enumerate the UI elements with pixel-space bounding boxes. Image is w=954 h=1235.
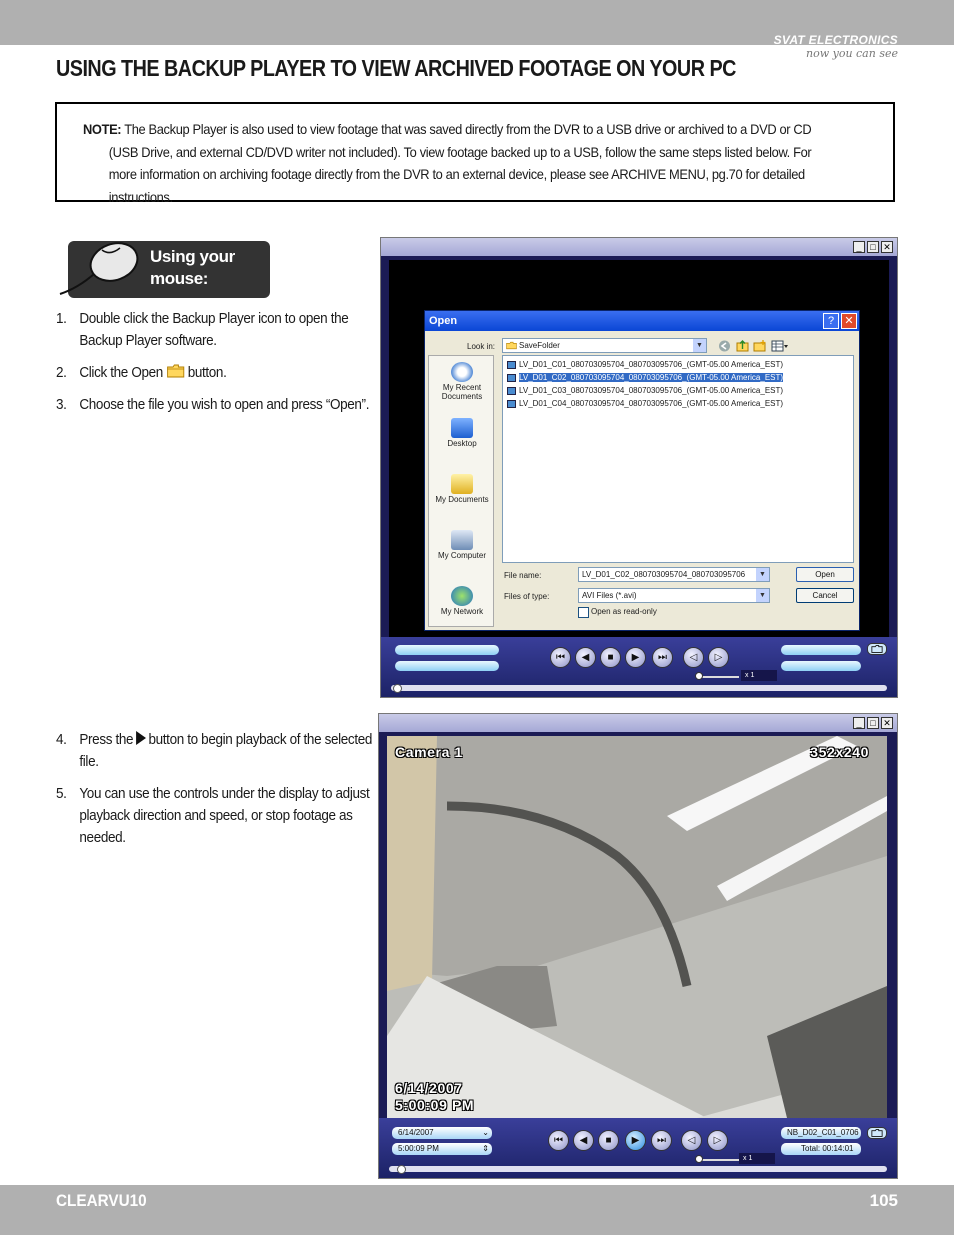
player-title-bar [381, 238, 897, 256]
step-5 [56, 783, 376, 849]
time-field-value: 5:00:09 PM [398, 1144, 439, 1153]
step-number: 1. [56, 310, 67, 327]
badge-text [150, 246, 235, 290]
place-my-network[interactable] [429, 586, 495, 616]
status-bar-left-bottom [395, 661, 499, 671]
seek-handle[interactable] [393, 684, 402, 693]
folder-icon [871, 645, 883, 653]
step-number: 3. [56, 396, 67, 413]
look-in-label: Look in: [467, 342, 496, 351]
mouse-icon [58, 236, 148, 300]
place-desktop[interactable] [429, 418, 495, 448]
speed-slider[interactable] [699, 676, 739, 678]
open-file-button[interactable] [867, 1127, 887, 1139]
place-my-computer[interactable] [429, 530, 495, 560]
cancel-button[interactable]: Cancel [796, 588, 854, 603]
slow-back-button[interactable]: ◁ [683, 647, 704, 668]
step-text-pre: Press the [79, 731, 134, 748]
camera-label-overlay: Camera 1 [395, 744, 463, 760]
speed-display: x 1 [739, 1153, 775, 1164]
step-number: 2. [56, 364, 67, 381]
stepper-icon: ⇕ [482, 1144, 489, 1153]
look-in-select[interactable] [502, 338, 707, 353]
total-time-display: Total: 00:14:01 [781, 1143, 861, 1155]
close-icon[interactable]: ✕ [881, 241, 893, 253]
status-bar-right-top [781, 645, 861, 655]
status-bar-right-bottom [781, 661, 861, 671]
rewind-button[interactable]: ◀ [573, 1130, 594, 1151]
open-file-button[interactable] [867, 643, 887, 655]
status-bar-left-top [395, 645, 499, 655]
skip-back-button[interactable]: ⏮ [548, 1130, 569, 1151]
stop-button[interactable]: ■ [598, 1130, 619, 1151]
seek-bar[interactable] [389, 1166, 887, 1172]
file-name: LV_D01_C02_080703095704_080703095706_(GMT-05.00 America_EST) [519, 373, 784, 382]
speed-slider-handle[interactable] [695, 672, 703, 680]
file-item[interactable] [506, 386, 783, 396]
file-name-field[interactable] [578, 567, 770, 582]
places-bar [428, 355, 494, 627]
file-name-value: LV_D01_C02_080703095704_080703095706 [582, 570, 746, 579]
place-recent-documents[interactable] [429, 362, 495, 401]
step-text-post: button to begin playback of the selected file. [79, 731, 373, 770]
place-label: Desktop [447, 439, 477, 448]
open-button[interactable]: Open [796, 567, 854, 582]
step-text: You can use the controls under the display to adjust playback direction and speed, or stop footage as needed. [79, 785, 370, 846]
page-title: USING THE BACKUP PLAYER TO VIEW ARCHIVED FOOTAGE ON YOUR PC [56, 55, 736, 81]
files-of-type-label: Files of type: [504, 592, 550, 601]
dialog-title: Open [425, 311, 859, 331]
new-folder-icon[interactable] [753, 340, 766, 352]
recent-documents-icon [451, 362, 473, 382]
date-field[interactable] [392, 1127, 492, 1139]
folder-icon [506, 341, 517, 350]
rewind-button[interactable]: ◀ [575, 647, 596, 668]
window-controls [853, 241, 893, 253]
my-network-icon [451, 586, 473, 606]
badge-line-2: mouse: [150, 269, 209, 288]
open-dialog [424, 310, 860, 631]
time-field[interactable] [392, 1143, 492, 1155]
desktop-icon [451, 418, 473, 438]
step-text: Choose the file you wish to open and press “Open”. [79, 396, 370, 413]
skip-forward-button[interactable]: ⏭ [651, 1130, 672, 1151]
up-folder-icon[interactable] [736, 340, 749, 352]
folder-icon [166, 364, 184, 378]
using-mouse-badge [58, 236, 270, 300]
files-of-type-value: AVI Files (*.avi) [582, 591, 637, 600]
note-text: The Backup Player is also used to view footage that was saved directly from the DVR to a USB drive or archived to a DVD or CD (USB Drive, and external CD/DVD writer not included). To view footage backed up to a USB, follow the same steps listed below. For more information on archiving footage directly from the DVR to an external device, please see ARCHIVE MENU, pg.70 for detailed instructions. [108, 121, 812, 205]
brand-name: SVAT ELECTRONICS [773, 33, 898, 47]
step-2 [56, 362, 376, 384]
minimize-icon[interactable]: _ [853, 717, 865, 729]
dialog-close-button[interactable]: ✕ [841, 313, 857, 329]
steps-list-open [56, 308, 412, 426]
help-button[interactable]: ? [823, 313, 839, 329]
slow-forward-button[interactable]: ▷ [707, 1130, 728, 1151]
brand-tagline: now you can see [805, 47, 898, 60]
chevron-down-icon: ▼ [756, 568, 769, 581]
footer-bar [0, 1185, 954, 1235]
step-3 [56, 394, 376, 416]
seek-bar[interactable] [391, 685, 887, 691]
play-button[interactable]: ▶ [625, 647, 646, 668]
step-4 [56, 729, 376, 773]
step-text-pre: Click the Open [79, 364, 163, 381]
page-number: 105 [869, 1191, 898, 1210]
file-name: LV_D01_C01_080703095704_080703095706_(GMT-05.00 America_EST) [519, 360, 784, 369]
maximize-icon[interactable]: □ [867, 241, 879, 253]
speed-slider-handle[interactable] [695, 1155, 703, 1163]
place-label: My Network [440, 607, 484, 616]
place-label: My Documents [435, 495, 489, 504]
file-name-display: NB_D02_C01_0706 [781, 1127, 861, 1139]
date-field-value: 6/14/2007 [398, 1128, 434, 1137]
step-text-post: button. [187, 364, 227, 381]
file-item-selected[interactable] [506, 373, 783, 383]
seek-handle[interactable] [397, 1165, 406, 1174]
badge-line-1: Using your [150, 247, 235, 266]
place-my-documents[interactable] [429, 474, 495, 504]
back-icon[interactable] [718, 340, 731, 352]
view-menu-icon[interactable] [771, 340, 789, 352]
player-control-bar [379, 1118, 897, 1178]
skip-forward-button[interactable]: ⏭ [652, 647, 673, 668]
file-name-label: File name: [504, 571, 542, 580]
readonly-label: Open as read-only [591, 607, 657, 616]
chevron-down-icon: ⌄ [482, 1128, 489, 1137]
backup-player-playback-screenshot [378, 713, 898, 1179]
speed-slider[interactable] [699, 1159, 739, 1161]
file-name: LV_D01_C04_080703095704_080703095706_(GMT-05.00 America_EST) [519, 399, 784, 408]
backup-player-open-screenshot [380, 237, 898, 698]
step-number: 4. [56, 731, 67, 748]
note-box [55, 102, 895, 205]
time-overlay: 5:00:09 PM [395, 1097, 475, 1113]
readonly-checkbox[interactable] [578, 607, 589, 618]
maximize-icon[interactable]: □ [867, 717, 879, 729]
chevron-down-icon: ▼ [756, 589, 769, 602]
resolution-overlay: 352x240 [810, 744, 869, 760]
steps-list-play [56, 729, 412, 859]
stop-button[interactable]: ■ [600, 647, 621, 668]
play-icon [136, 731, 146, 745]
skip-back-button[interactable]: ⏮ [550, 647, 571, 668]
place-label: My Computer [437, 551, 486, 560]
date-overlay: 6/14/2007 [395, 1080, 463, 1096]
minimize-icon[interactable]: _ [853, 241, 865, 253]
step-text: Double click the Backup Player icon to open the Backup Player software. [79, 310, 349, 349]
file-item[interactable] [506, 360, 783, 370]
step-1 [56, 308, 376, 352]
my-computer-icon [451, 530, 473, 550]
folder-icon [871, 1129, 883, 1137]
file-item[interactable] [506, 399, 783, 409]
camera-video-frame [387, 736, 887, 1118]
player-title-bar [379, 714, 897, 732]
play-button-active[interactable]: ▶ [625, 1130, 646, 1151]
file-list [502, 355, 854, 563]
close-icon[interactable]: ✕ [881, 717, 893, 729]
note-paragraph [83, 118, 819, 208]
speed-display: x 1 [741, 670, 777, 681]
camera-scene-image [387, 736, 887, 1118]
file-name: LV_D01_C03_080703095704_080703095706_(GMT-05.00 America_EST) [519, 386, 784, 395]
chevron-down-icon: ▼ [693, 339, 706, 352]
note-label: NOTE: [83, 121, 122, 137]
window-controls [853, 717, 893, 729]
my-documents-icon [451, 474, 473, 494]
footer-product: CLEARVU10 [56, 1191, 147, 1210]
step-number: 5. [56, 785, 67, 802]
files-of-type-select[interactable] [578, 588, 770, 603]
slow-back-button[interactable]: ◁ [681, 1130, 702, 1151]
look-in-value: SaveFolder [519, 341, 560, 350]
slow-forward-button[interactable]: ▷ [708, 647, 729, 668]
place-label: My Recent Documents [441, 383, 483, 401]
player-control-bar [381, 637, 897, 697]
